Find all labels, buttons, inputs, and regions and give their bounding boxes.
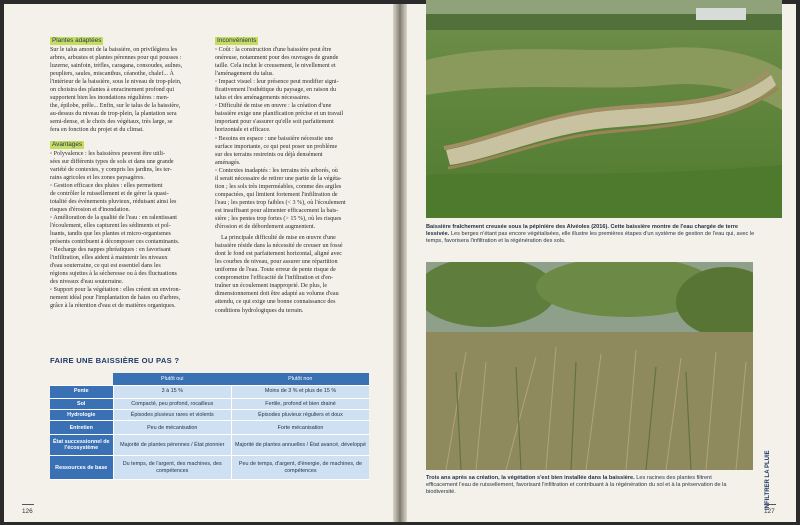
difficulte-line: dont le fond est parfaitement horizontal, aligné avec	[215, 251, 342, 258]
avantages-line: ◦ Support pour la végétation : elles créent un environ-	[50, 287, 181, 294]
inconvenients-line: ficativement l'esthétique du paysage, en raison du	[215, 87, 337, 94]
inconvenients-line: l'eau ; les pentes trop faibles (< 3 %), où l'écoulement	[215, 199, 346, 206]
inconvenients-line: baissière exige une planification précise et un travail	[215, 111, 344, 118]
avantages-line: des niveaux d'eau souterraine.	[50, 279, 124, 286]
avantages-line: risques d'érosion et d'inondation.	[50, 206, 131, 213]
avantages-line: totalité des événements pluvieux, réduisant ainsi les	[50, 198, 177, 205]
inconvenients-line: sur des terrains restreints ou déjà densément	[215, 151, 323, 158]
inconvenients-line: ◦ Difficulté de mise en œuvre : la création d'une	[215, 103, 332, 110]
difficulte-line: dimensionnement doit être adapté au volume d'eau	[215, 291, 339, 298]
avantages-line: régions sujettes à la sécheresse ou à des fluctuations	[50, 271, 177, 278]
comparison-table	[50, 373, 369, 480]
inconvenients-line: talus et des aménagements nécessaires.	[215, 95, 311, 102]
row-header: Ressources de base	[50, 456, 113, 480]
avantages-line: l'écoulement, elles capturent les sédiments et pol-	[50, 222, 171, 229]
cell-oui: Épisodes pluvieux rares et violents	[113, 409, 231, 420]
column-right	[215, 37, 368, 315]
inconvenients-line: horizontale et efficace.	[215, 127, 271, 134]
inconvenients-line: ◦ Impact visuel : leur présence peut modifier signi-	[215, 79, 339, 86]
cell-non: Fertile, profond et bien drainé	[231, 398, 369, 409]
avantages-line: rains agricoles et les zones paysagères.	[50, 174, 145, 181]
row-header: Pente	[50, 385, 113, 398]
table-row	[50, 385, 369, 398]
plantes-line: au-dessus du niveau de trop-plein, la plantation sera	[50, 111, 177, 118]
avantages-line: l'infiltration, elles aident à maintenir les niveaux	[50, 255, 168, 262]
cell-oui: Majorité de plantes pérennes / État pionnier	[113, 435, 231, 456]
cell-non: Épisodes pluvieux réguliers et doux	[231, 409, 369, 420]
cell-non: Peu de temps, d'argent, d'énergie, de machines, de compétences	[231, 456, 369, 480]
cell-oui: Du temps, de l'argent, des machines, des compétences	[113, 456, 231, 480]
inconvenients-line: taille. Cela inclut le creusement, le nivellement et	[215, 63, 336, 70]
difficulte-line: La principale difficulté de mise en œuvre d'une	[221, 235, 336, 242]
inconvenients-line: ◦ Besoins en espace : une baissière nécessite une	[215, 135, 334, 142]
avantages-line: grâce à la rétention d'eau et de matières organiques.	[50, 303, 176, 310]
section-title-inconvenients: Inconvénients	[217, 37, 257, 44]
plantes-line: luzerne, sainfoin, trèfles, caragana, consoudes, aulnes,	[50, 63, 183, 70]
chapter-side-tab: INFILTRER LA PLUIE	[765, 450, 771, 510]
section-title-avantages: Avantages	[52, 140, 83, 148]
avantages-line: ◦ Gestion efficace des pluies : elles permettent	[50, 182, 163, 189]
avantages-line: nement idéal pour l'implantation de haies ou d'arbres,	[50, 295, 181, 302]
inconvenients-line: il serait nécessaire de retirer une partie de la végéta-	[215, 175, 342, 182]
avantages-line: d'eau souterraine, ce qui est essentiel dans les	[50, 263, 161, 270]
book-gutter	[393, 4, 407, 522]
cell-non: Moins de 3 % et plus de 15 %	[231, 385, 369, 398]
difficulte-line: les courbes de niveau, pour assurer une répartition	[215, 259, 338, 266]
page-number-left: 126	[22, 504, 34, 515]
difficulte-line: baissière réside dans la nécessité de creuser un fossé	[215, 243, 343, 250]
row-header: Sol	[50, 398, 113, 409]
plantes-line: on choisira des plantes à enracinement profond qui	[50, 87, 175, 94]
cell-oui: Peu de mécanisation	[113, 421, 231, 435]
section-title-plantes: Plantes adaptées	[52, 37, 102, 44]
plantes-line: arbres, arbustes et plantes pérennes pour qui pousses :	[50, 55, 182, 62]
table-row	[50, 421, 369, 435]
row-header: Hydrologie	[50, 409, 113, 420]
page-number-right: 127	[764, 504, 776, 515]
difficulte-line: attendu, ce qui exige une bonne connaissance des	[215, 299, 336, 306]
inconvenients-line: onéreuse, notamment pour des ouvrages de grande	[215, 55, 339, 62]
avantages-line: variété de contextes, y compris les jardins, les ter-	[50, 166, 172, 173]
column-header-non: Plutôt non	[231, 373, 369, 385]
inconvenients-line: compactées, qui limitent fortement l'infiltration de	[215, 191, 338, 198]
inconvenients-line: ◦ Coût : la construction d'une baissière peut être	[215, 47, 332, 53]
difficulte-line: conditions hydrologiques du terrain.	[215, 307, 304, 314]
avantages-line: présents contribuent à décomposer ces contaminants.	[50, 239, 180, 246]
inconvenients-line: est insuffisant pour alimenter efficacement la bais-	[215, 207, 339, 214]
avantages-line: ◦ Recharge des nappes phréatiques : en favorisant	[50, 247, 171, 254]
avantages-line: sées sur différents types de sols et dans une grande	[50, 158, 174, 165]
row-header: Entretien	[50, 421, 113, 435]
plantes-line: Sur le talus amont de la baissière, on privilégiera les	[50, 47, 178, 53]
cell-oui: Compacté, peu profond, rocailleux	[113, 398, 231, 409]
cell-non: Forte mécanisation	[231, 421, 369, 435]
photo-vegetated-swale	[426, 262, 753, 470]
difficulte-line: uniforme de l'eau. Toute erreur de pente risque de	[215, 267, 336, 274]
table-row	[50, 409, 369, 420]
plantes-line: semi-dense, et le choix des végétaux, très large, se	[50, 119, 173, 126]
inconvenients-line: ◦ Contextes inadaptés : les terrains très arborés, où	[215, 167, 338, 174]
table-row	[50, 398, 369, 409]
plantes-line: l'intérieur de la baissière, sous le niveau de trop-plein,	[50, 79, 182, 86]
inconvenients-line: d'érosion et de débordement augmentent.	[215, 224, 316, 231]
cell-oui: 3 à 15 %	[113, 385, 231, 398]
table-row	[50, 456, 369, 480]
inconvenients-line: tion ; les sols très imperméables, comme des argiles	[215, 183, 342, 190]
column-header-oui: Plutôt oui	[113, 373, 231, 385]
plantes-line: supportent bien les inondations régulières : men-	[50, 95, 169, 102]
plantes-line: peupliers, saules, miscanthus, céanothe, chalef... À	[50, 71, 174, 78]
inconvenients-line: important pour s'assurer qu'elle soit parfaitement	[215, 119, 334, 126]
avantages-line: de contrôler le ruissellement et de gérer la quasi-	[50, 190, 169, 197]
avantages-line: ◦ Amélioration de la qualité de l'eau : en ralentissant	[50, 214, 177, 221]
cell-non: Majorité de plantes annuelles / État avancé, développé	[231, 435, 369, 456]
avantages-line: ◦ Polyvalence : les baissières peuvent être utili-	[50, 150, 166, 157]
table-title: FAIRE UNE BAISSIÈRE OU PAS ?	[50, 356, 180, 365]
plantes-line: fera en fonction du projet et du climat.	[50, 127, 144, 134]
inconvenients-line: sière ; les pentes trop fortes (> 15 %), où les risques	[215, 215, 342, 222]
inconvenients-line: aménagés.	[215, 159, 241, 166]
difficulte-line: traîner un écoulement inapproprié. De plus, le	[215, 283, 328, 290]
difficulte-line: compromettre l'efficacité de l'infiltration et d'en-	[215, 275, 334, 282]
column-left	[50, 37, 210, 310]
plantes-line: the, épilobe, prêle... Enfin, sur le talus de la baissière,	[50, 103, 181, 110]
table-row	[50, 435, 369, 456]
caption-photo-2: Trois ans après sa création, la végétation s'est bien installée dans la baissière. Les racines des plantes filtrent efficacement l'eau de ruissellement, favorisant l'infiltration et contribuant à la régénération du sol et à la préservation de la biodiversité.	[426, 475, 727, 496]
caption-photo-1: Baissière fraîchement creusée sous la pépinière des Alvéoles (2016). Cette baissière montre de l'eau chargée de terre lessivée. Les berges n'étant pas encore végétalisées, elle illustre les premières étapes d'un système de gestion de l'eau qui, avec le temps, favorisera l'infiltration et la régénération des sols.	[426, 224, 755, 245]
inconvenients-line: surface importante, ce qui peut poser un problème	[215, 143, 338, 150]
avantages-line: luants, tandis que les plantes et micro-organismes	[50, 230, 171, 237]
row-header: État successionnel de l'écosystème	[50, 435, 113, 456]
photo-fresh-swale	[426, 0, 782, 218]
inconvenients-line: l'aménagement du talus.	[215, 71, 274, 78]
